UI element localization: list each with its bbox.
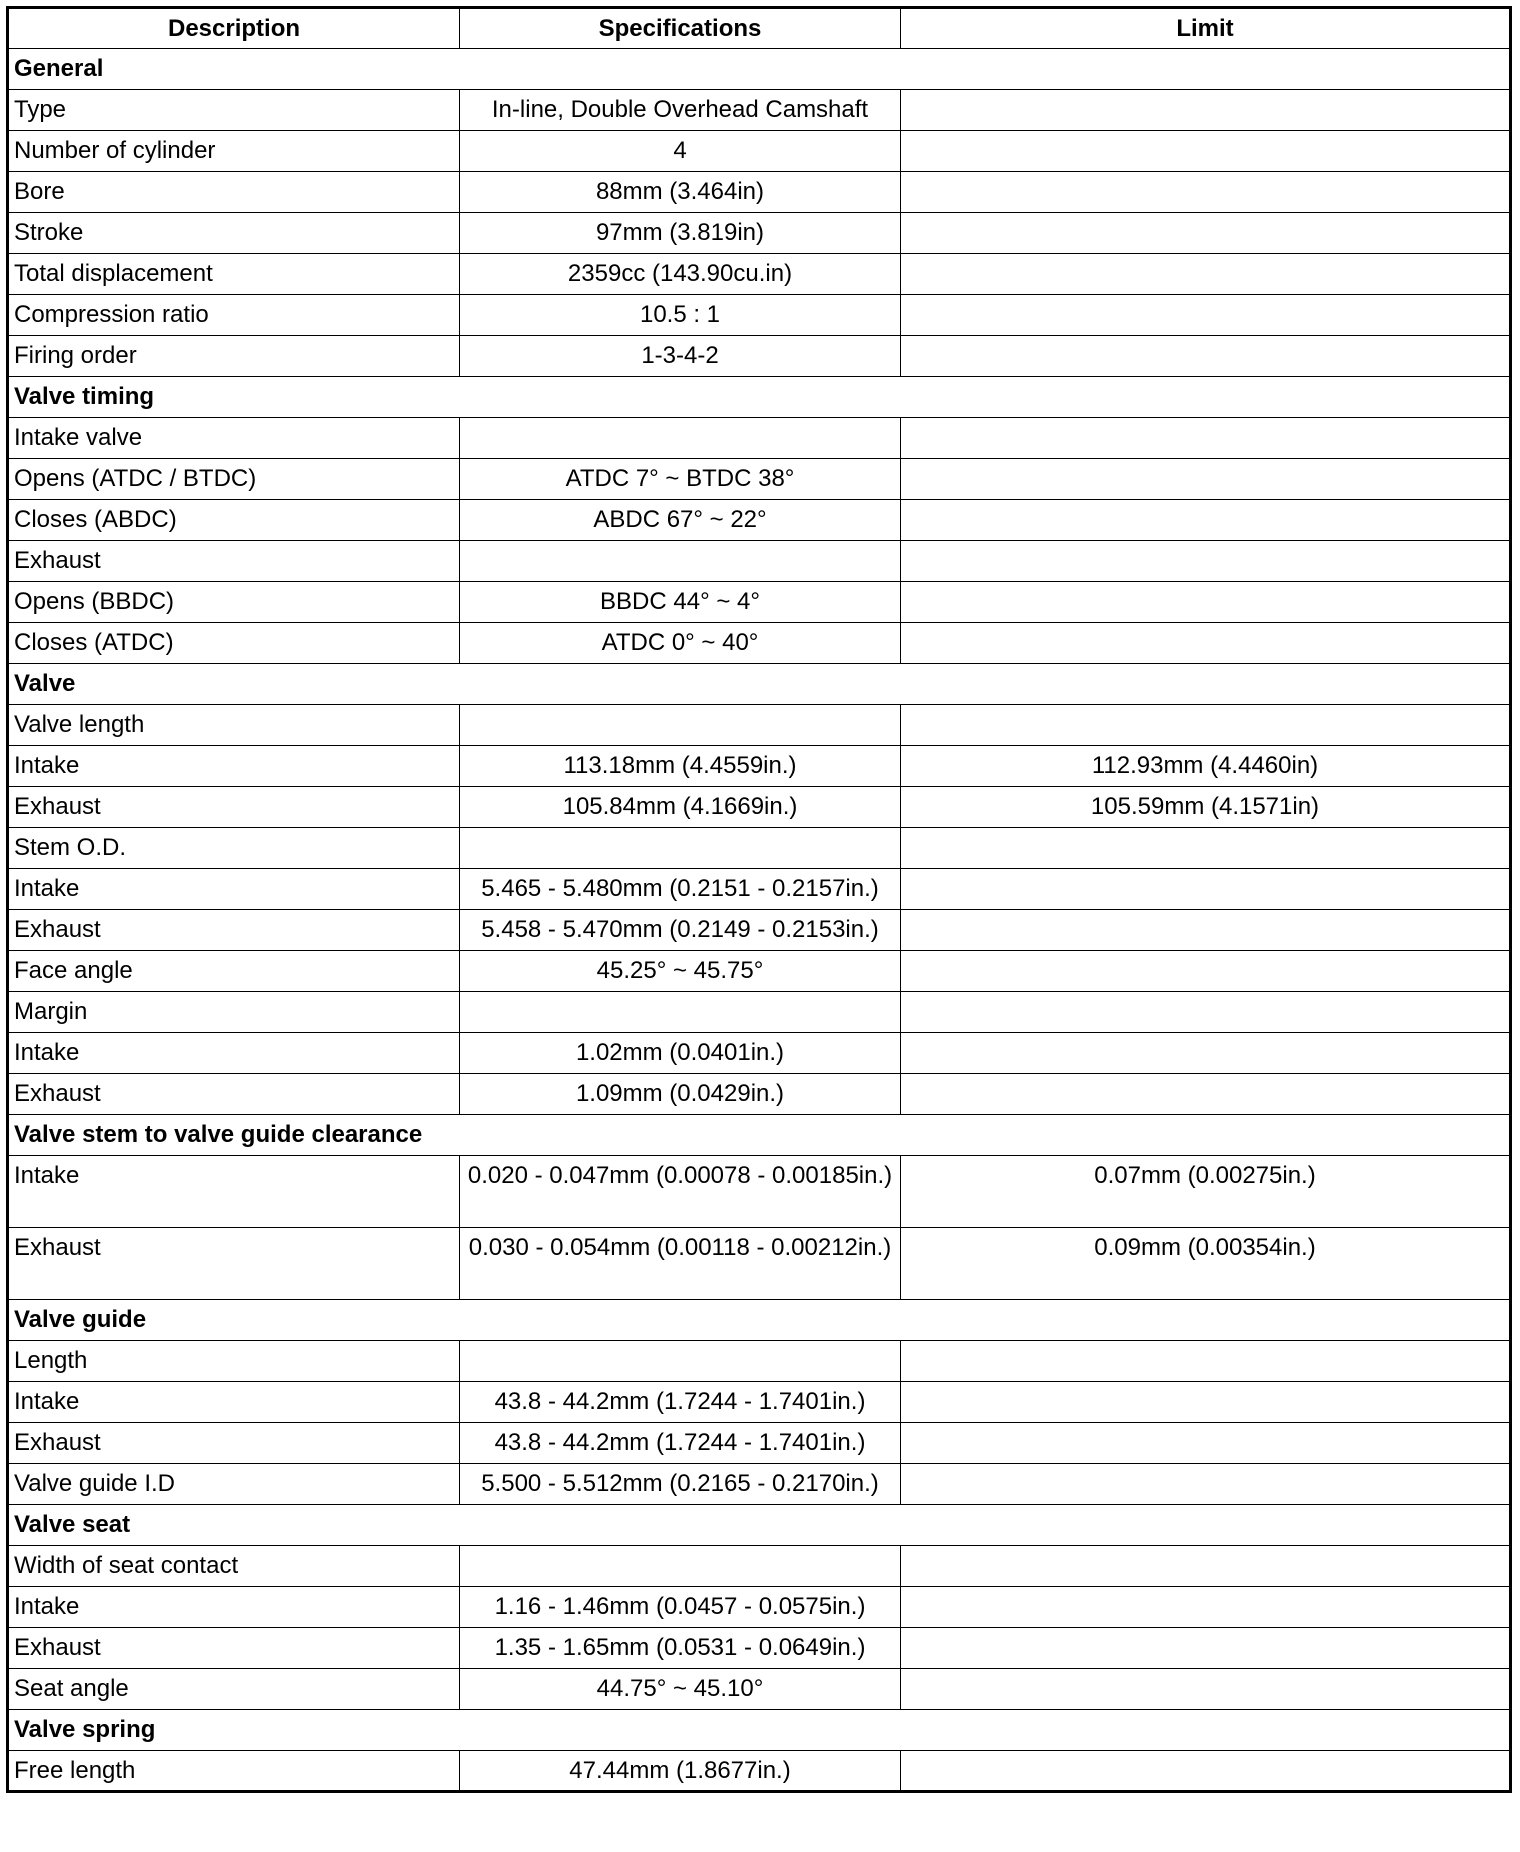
- description-cell: Intake: [8, 1156, 460, 1228]
- table-row: [8, 1464, 1511, 1505]
- limit-cell: [901, 992, 1511, 1033]
- section-row: [8, 1505, 1511, 1546]
- specification-cell: [460, 828, 901, 869]
- table-row: [8, 172, 1511, 213]
- specification-cell: 97mm (3.819in): [460, 213, 901, 254]
- specification-cell: [460, 992, 901, 1033]
- description-cell: Exhaust: [8, 1228, 460, 1300]
- description-cell: Exhaust: [8, 1074, 460, 1115]
- specification-cell: 1.02mm (0.0401in.): [460, 1033, 901, 1074]
- description-cell: Width of seat contact: [8, 1546, 460, 1587]
- table-row: [8, 254, 1511, 295]
- limit-cell: [901, 90, 1511, 131]
- description-cell: Exhaust: [8, 910, 460, 951]
- limit-cell: [901, 705, 1511, 746]
- specification-cell: 1.09mm (0.0429in.): [460, 1074, 901, 1115]
- limit-cell: [901, 1628, 1511, 1669]
- section-heading: Valve: [8, 664, 1511, 705]
- description-cell: Total displacement: [8, 254, 460, 295]
- specification-cell: [460, 1546, 901, 1587]
- table-row: [8, 1669, 1511, 1710]
- specification-cell: 113.18mm (4.4559in.): [460, 746, 901, 787]
- limit-cell: [901, 910, 1511, 951]
- table-row: [8, 1546, 1511, 1587]
- description-cell: Closes (ABDC): [8, 500, 460, 541]
- description-cell: Valve length: [8, 705, 460, 746]
- specification-cell: 45.25° ~ 45.75°: [460, 951, 901, 992]
- description-cell: Intake: [8, 746, 460, 787]
- description-cell: Type: [8, 90, 460, 131]
- specification-cell: [460, 418, 901, 459]
- table-row: [8, 336, 1511, 377]
- table-row: [8, 787, 1511, 828]
- section-row: [8, 664, 1511, 705]
- description-cell: Intake: [8, 1382, 460, 1423]
- section-row: [8, 1115, 1511, 1156]
- table-row: [8, 992, 1511, 1033]
- section-heading: Valve stem to valve guide clearance: [8, 1115, 1511, 1156]
- limit-cell: [901, 1382, 1511, 1423]
- limit-cell: [901, 1033, 1511, 1074]
- column-header-limit: Limit: [901, 8, 1511, 49]
- specification-cell: 88mm (3.464in): [460, 172, 901, 213]
- table-row: [8, 869, 1511, 910]
- table-row: [8, 1628, 1511, 1669]
- table-row: [8, 951, 1511, 992]
- description-cell: Exhaust: [8, 1628, 460, 1669]
- specification-cell: 4: [460, 131, 901, 172]
- limit-cell: [901, 1669, 1511, 1710]
- description-cell: Number of cylinder: [8, 131, 460, 172]
- specification-cell: [460, 705, 901, 746]
- description-cell: Stem O.D.: [8, 828, 460, 869]
- limit-cell: [901, 459, 1511, 500]
- specification-cell: 105.84mm (4.1669in.): [460, 787, 901, 828]
- specification-cell: ATDC 0° ~ 40°: [460, 623, 901, 664]
- section-row: [8, 1300, 1511, 1341]
- limit-cell: 0.07mm (0.00275in.): [901, 1156, 1511, 1228]
- specification-cell: 5.458 - 5.470mm (0.2149 - 0.2153in.): [460, 910, 901, 951]
- limit-cell: [901, 418, 1511, 459]
- description-cell: Exhaust: [8, 787, 460, 828]
- description-cell: Intake: [8, 1033, 460, 1074]
- table-row: [8, 1074, 1511, 1115]
- limit-cell: 112.93mm (4.4460in): [901, 746, 1511, 787]
- table-row: [8, 1382, 1511, 1423]
- specification-cell: 0.030 - 0.054mm (0.00118 - 0.00212in.): [460, 1228, 901, 1300]
- description-cell: Valve guide I.D: [8, 1464, 460, 1505]
- description-cell: Closes (ATDC): [8, 623, 460, 664]
- table-row: [8, 1341, 1511, 1382]
- limit-cell: [901, 541, 1511, 582]
- description-cell: Opens (ATDC / BTDC): [8, 459, 460, 500]
- limit-cell: [901, 336, 1511, 377]
- table-row: [8, 131, 1511, 172]
- table-row: [8, 1751, 1511, 1792]
- description-cell: Opens (BBDC): [8, 582, 460, 623]
- table-row: [8, 1228, 1511, 1300]
- specification-cell: In-line, Double Overhead Camshaft: [460, 90, 901, 131]
- table-row: [8, 623, 1511, 664]
- specification-cell: [460, 541, 901, 582]
- specification-cell: 5.500 - 5.512mm (0.2165 - 0.2170in.): [460, 1464, 901, 1505]
- description-cell: Seat angle: [8, 1669, 460, 1710]
- table-row: [8, 1033, 1511, 1074]
- table-row: [8, 213, 1511, 254]
- description-cell: Exhaust: [8, 541, 460, 582]
- specification-cell: BBDC 44° ~ 4°: [460, 582, 901, 623]
- description-cell: Stroke: [8, 213, 460, 254]
- limit-cell: [901, 623, 1511, 664]
- table-row: [8, 910, 1511, 951]
- limit-cell: [901, 254, 1511, 295]
- limit-cell: [901, 951, 1511, 992]
- specification-cell: 1-3-4-2: [460, 336, 901, 377]
- engine-spec-table: [6, 6, 1512, 1793]
- column-header-description: Description: [8, 8, 460, 49]
- description-cell: Margin: [8, 992, 460, 1033]
- specification-cell: [460, 1341, 901, 1382]
- header-row: [8, 8, 1511, 49]
- limit-cell: [901, 213, 1511, 254]
- table-row: [8, 500, 1511, 541]
- limit-cell: [901, 582, 1511, 623]
- limit-cell: 0.09mm (0.00354in.): [901, 1228, 1511, 1300]
- table-row: [8, 541, 1511, 582]
- table-row: [8, 746, 1511, 787]
- description-cell: Exhaust: [8, 1423, 460, 1464]
- specification-cell: 44.75° ~ 45.10°: [460, 1669, 901, 1710]
- limit-cell: [901, 1074, 1511, 1115]
- section-heading: Valve guide: [8, 1300, 1511, 1341]
- section-heading: General: [8, 49, 1511, 90]
- description-cell: Firing order: [8, 336, 460, 377]
- limit-cell: [901, 295, 1511, 336]
- description-cell: Intake: [8, 1587, 460, 1628]
- section-heading: Valve seat: [8, 1505, 1511, 1546]
- description-cell: Bore: [8, 172, 460, 213]
- limit-cell: [901, 500, 1511, 541]
- description-cell: Length: [8, 1341, 460, 1382]
- specification-cell: 5.465 - 5.480mm (0.2151 - 0.2157in.): [460, 869, 901, 910]
- limit-cell: [901, 1587, 1511, 1628]
- table-body: [8, 49, 1511, 1792]
- specification-cell: 1.35 - 1.65mm (0.0531 - 0.0649in.): [460, 1628, 901, 1669]
- description-cell: Face angle: [8, 951, 460, 992]
- limit-cell: [901, 1464, 1511, 1505]
- limit-cell: [901, 1423, 1511, 1464]
- specification-cell: 2359cc (143.90cu.in): [460, 254, 901, 295]
- table-row: [8, 459, 1511, 500]
- specification-cell: 10.5 : 1: [460, 295, 901, 336]
- specification-cell: 0.020 - 0.047mm (0.00078 - 0.00185in.): [460, 1156, 901, 1228]
- limit-cell: 105.59mm (4.1571in): [901, 787, 1511, 828]
- table-row: [8, 828, 1511, 869]
- section-heading: Valve spring: [8, 1710, 1511, 1751]
- specification-cell: 1.16 - 1.46mm (0.0457 - 0.0575in.): [460, 1587, 901, 1628]
- section-heading: Valve timing: [8, 377, 1511, 418]
- section-row: [8, 49, 1511, 90]
- specification-cell: ABDC 67° ~ 22°: [460, 500, 901, 541]
- table-row: [8, 418, 1511, 459]
- section-row: [8, 1710, 1511, 1751]
- specification-cell: 47.44mm (1.8677in.): [460, 1751, 901, 1792]
- limit-cell: [901, 828, 1511, 869]
- table-row: [8, 705, 1511, 746]
- description-cell: Compression ratio: [8, 295, 460, 336]
- description-cell: Intake valve: [8, 418, 460, 459]
- table-row: [8, 90, 1511, 131]
- specification-cell: 43.8 - 44.2mm (1.7244 - 1.7401in.): [460, 1382, 901, 1423]
- limit-cell: [901, 869, 1511, 910]
- table-row: [8, 1587, 1511, 1628]
- table-row: [8, 1156, 1511, 1228]
- description-cell: Free length: [8, 1751, 460, 1792]
- limit-cell: [901, 172, 1511, 213]
- specification-cell: 43.8 - 44.2mm (1.7244 - 1.7401in.): [460, 1423, 901, 1464]
- table-row: [8, 295, 1511, 336]
- limit-cell: [901, 1546, 1511, 1587]
- table-row: [8, 582, 1511, 623]
- limit-cell: [901, 1751, 1511, 1792]
- description-cell: Intake: [8, 869, 460, 910]
- table-row: [8, 1423, 1511, 1464]
- limit-cell: [901, 131, 1511, 172]
- specification-cell: ATDC 7° ~ BTDC 38°: [460, 459, 901, 500]
- column-header-specifications: Specifications: [460, 8, 901, 49]
- limit-cell: [901, 1341, 1511, 1382]
- section-row: [8, 377, 1511, 418]
